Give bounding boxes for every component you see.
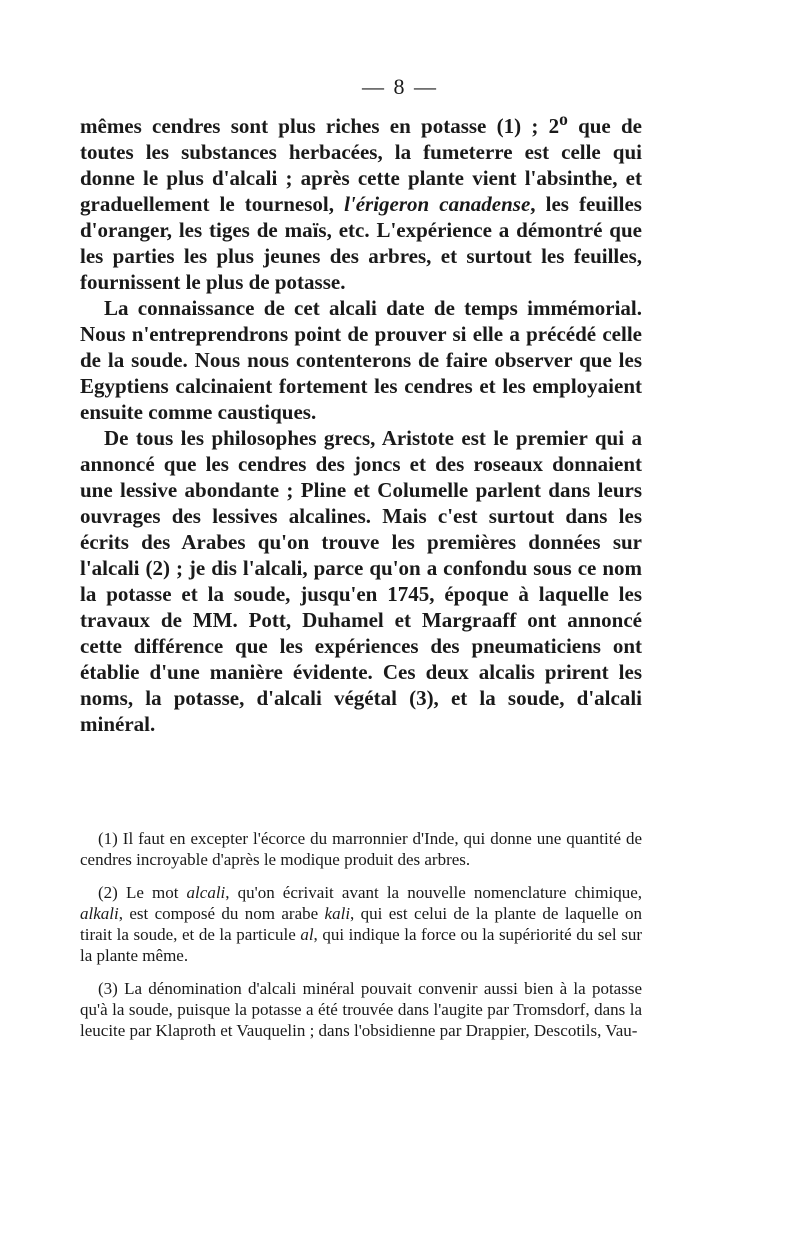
footnote-1: (1) Il faut en excepter l'écorce du marronnier d'Inde, qui donne une quantité de cendres incroyable d'après le modique produit des arbres. bbox=[80, 829, 642, 869]
paragraph-2: La connaissance de cet alcali date de temps immémorial. Nous n'entreprendrons point de prouver si elle a précédé celle de la soude. Nous nous contenterons de faire observer que les Egyptiens calcinaient fortement les cendres et les employaient ensuite comme caustiques. bbox=[80, 296, 642, 424]
paragraph-1: mêmes cendres sont plus riches en potasse (1) ; 2$^o$ que de toutes les substances herbacées, la fumeterre est celle qui donne le plus d'alcali ; après cette plante vient l'absinthe, et graduellement le tournesol, l'érigeron canadense, les feuilles d'oranger, les tiges de maïs, etc. L'expérience a démontré que les parties les plus jeunes des arbres, et surtout les feuilles, fournissent le plus de potasse. bbox=[80, 109, 642, 294]
footnotes bbox=[80, 828, 642, 1053]
footnote-2: (2) Le mot alcali, qu'on écrivait avant la nouvelle nomenclature chimique, alkali, est composé du nom arabe kali, qui est celui de la plante de laquelle on tirait la soude, et de la particule al, qui indique la force ou la supériorité du sel sur la plante même. bbox=[80, 883, 643, 965]
paragraph-3: De tous les philosophes grecs, Aristote est le premier qui a annoncé que les cendres des joncs et des roseaux donnaient une lessive abondante ; Pline et Columelle parlent dans leurs ouvrages des lessives alcalines. Mais c'est surtout dans les écrits des Arabes qu'on trouve les premières données sur l'alcali (2) ; je dis l'alcali, parce qu'on a confondu sous ce nom la potasse et la soude, jusqu'en 1745, époque à laquelle les travaux de MM. Pott, Duhamel et Margraaff ont annoncé cette différence que les expériences des pneumaticiens ont établie d'une manière évidente. Ces deux alcalis prirent les noms, la potasse, d'alcali végétal (3), et la soude, d'alcali minéral. bbox=[80, 426, 642, 736]
footnote-3: (3) La dénomination d'alcali minéral pouvait convenir aussi bien à la potasse qu'à la soude, puisque la potasse a été trouvée dans l'augite par Tromsdorf, dans la leucite par Klaproth et Vauquelin ; dans l'obsidienne par Drappier, Descotils, Vau- bbox=[80, 979, 642, 1040]
main-text bbox=[80, 106, 642, 737]
page-number: — 8 — bbox=[362, 74, 438, 99]
